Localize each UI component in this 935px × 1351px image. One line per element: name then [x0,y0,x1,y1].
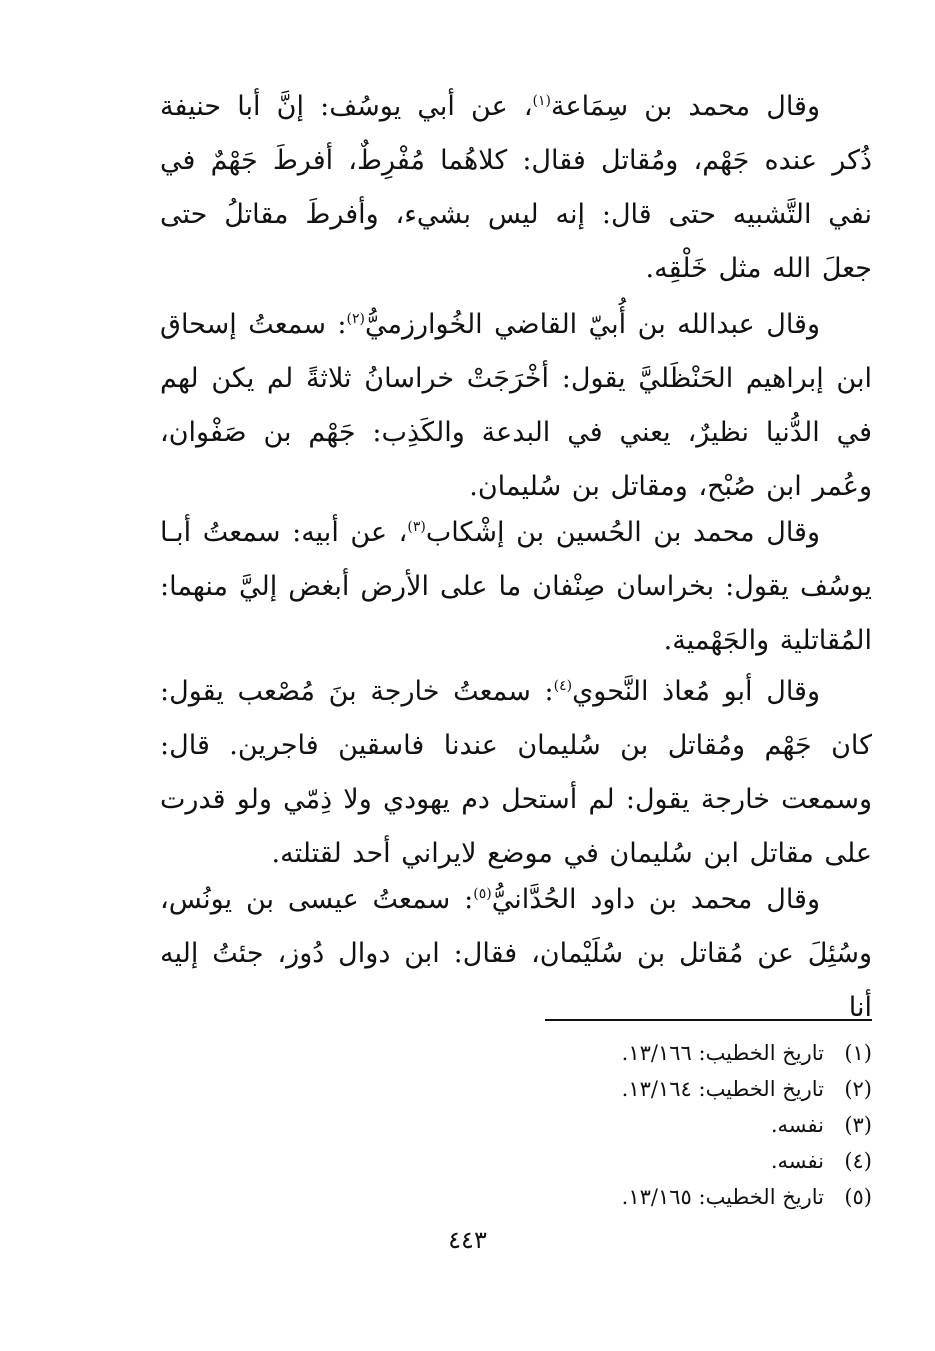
footnote-divider [545,1019,872,1021]
paragraph-text: ، عن أبيه: سمعتُ أبـا يوسُف يقول: بخراسان صِنْفان ما على الأرض أبغض إليَّ منهما: المُقاتلية والجَهْمية. [160,517,872,656]
paragraph-text: وقال محمد بن الحُسين بن إشْكاب [425,517,820,548]
footnote-number: (٥) [844,1185,872,1209]
footnote-number: (٣) [844,1113,872,1137]
footnote-text: نفسه. [770,1113,824,1137]
footnote-text: نفسه. [770,1149,824,1173]
footnote-3 [472,1107,872,1143]
paragraph-text: : سمعتُ خارجة بنَ مُصْعب يقول: كان جَهْم ومُقاتل بن سُليمان عندنا فاسقين فاجرين. قال: وسمعت خارجة يقول: لم أستحل دم يهودي ولا ذِمّي ولو قدرت على مقاتل ابن سُليمان في موضع لايراني أحد لقتلته. [160,676,872,869]
footnote-ref-1: (١) [532,93,552,109]
paragraph-text: : سمعتُ عيسى بن يونُس، وسُئِلَ عن مُقاتل بن سُلَيْمان، فقال: ابن دوال دُوز، جئتُ إليه أنا [160,884,872,1023]
paragraph-4 [160,665,872,881]
paragraph-text: وقال محمد بن داود الحُدَّانيُّ [491,884,820,915]
paragraph-text: وقال أبو مُعاذ النَّحوي [572,676,821,707]
footnote-ref-4: (٤) [553,678,573,694]
footnote-ref-2: (٢) [346,311,366,327]
footnote-4 [472,1143,872,1179]
paragraph-text: ، عن أبي يوسُف: إنَّ أبا حنيفة ذُكر عنده جَهْم، ومُقاتل فقال: كلاهُما مُفْرِطٌ، أفرطَ جَهْمٌ في نفي التَّشبيه حتى قال: إنه ليس بشيء، وأفرطَ مقاتلُ حتى جعلَ الله مثل خَلْقِه. [160,91,872,284]
footnote-ref-3: (٣) [407,519,426,535]
footnote-2 [472,1071,872,1107]
footnote-text: تاريخ الخطيب: ١٣/١٦٥. [621,1185,824,1209]
footnote-number: (٢) [844,1077,872,1101]
footnote-ref-5: (٥) [473,886,492,902]
page-number: ٤٤٣ [448,1226,487,1254]
footnote-5 [472,1179,872,1215]
paragraph-1 [160,80,872,296]
paragraph-text: : سمعتُ إسحاق ابن إبراهيم الحَنْظَليَّ يقول: أخْرَجَتْ خراسانُ ثلاثةً لم يكن لهم في الدُّنيا نظيرٌ، يعني في البدعة والكَذِب: جَهْم بن صَفْوان، وعُمر ابن صُبْح، ومقاتل بن سُليمان. [160,309,872,502]
paragraph-text: وقال عبدالله بن أُبيّ القاضي الخُوارزميُّ [365,309,821,340]
footnote-number: (١) [844,1041,872,1065]
paragraph-5 [160,873,872,1035]
footnote-number: (٤) [844,1149,872,1173]
paragraph-3 [160,506,872,668]
paragraph-text: وقال محمد بن سِمَاعة [551,91,820,122]
paragraph-2 [160,298,872,514]
footnote-text: تاريخ الخطيب: ١٣/١٦٤. [621,1077,824,1101]
footnotes-list [472,1035,872,1215]
footnote-1 [472,1035,872,1071]
footnote-text: تاريخ الخطيب: ١٣/١٦٦. [621,1041,824,1065]
